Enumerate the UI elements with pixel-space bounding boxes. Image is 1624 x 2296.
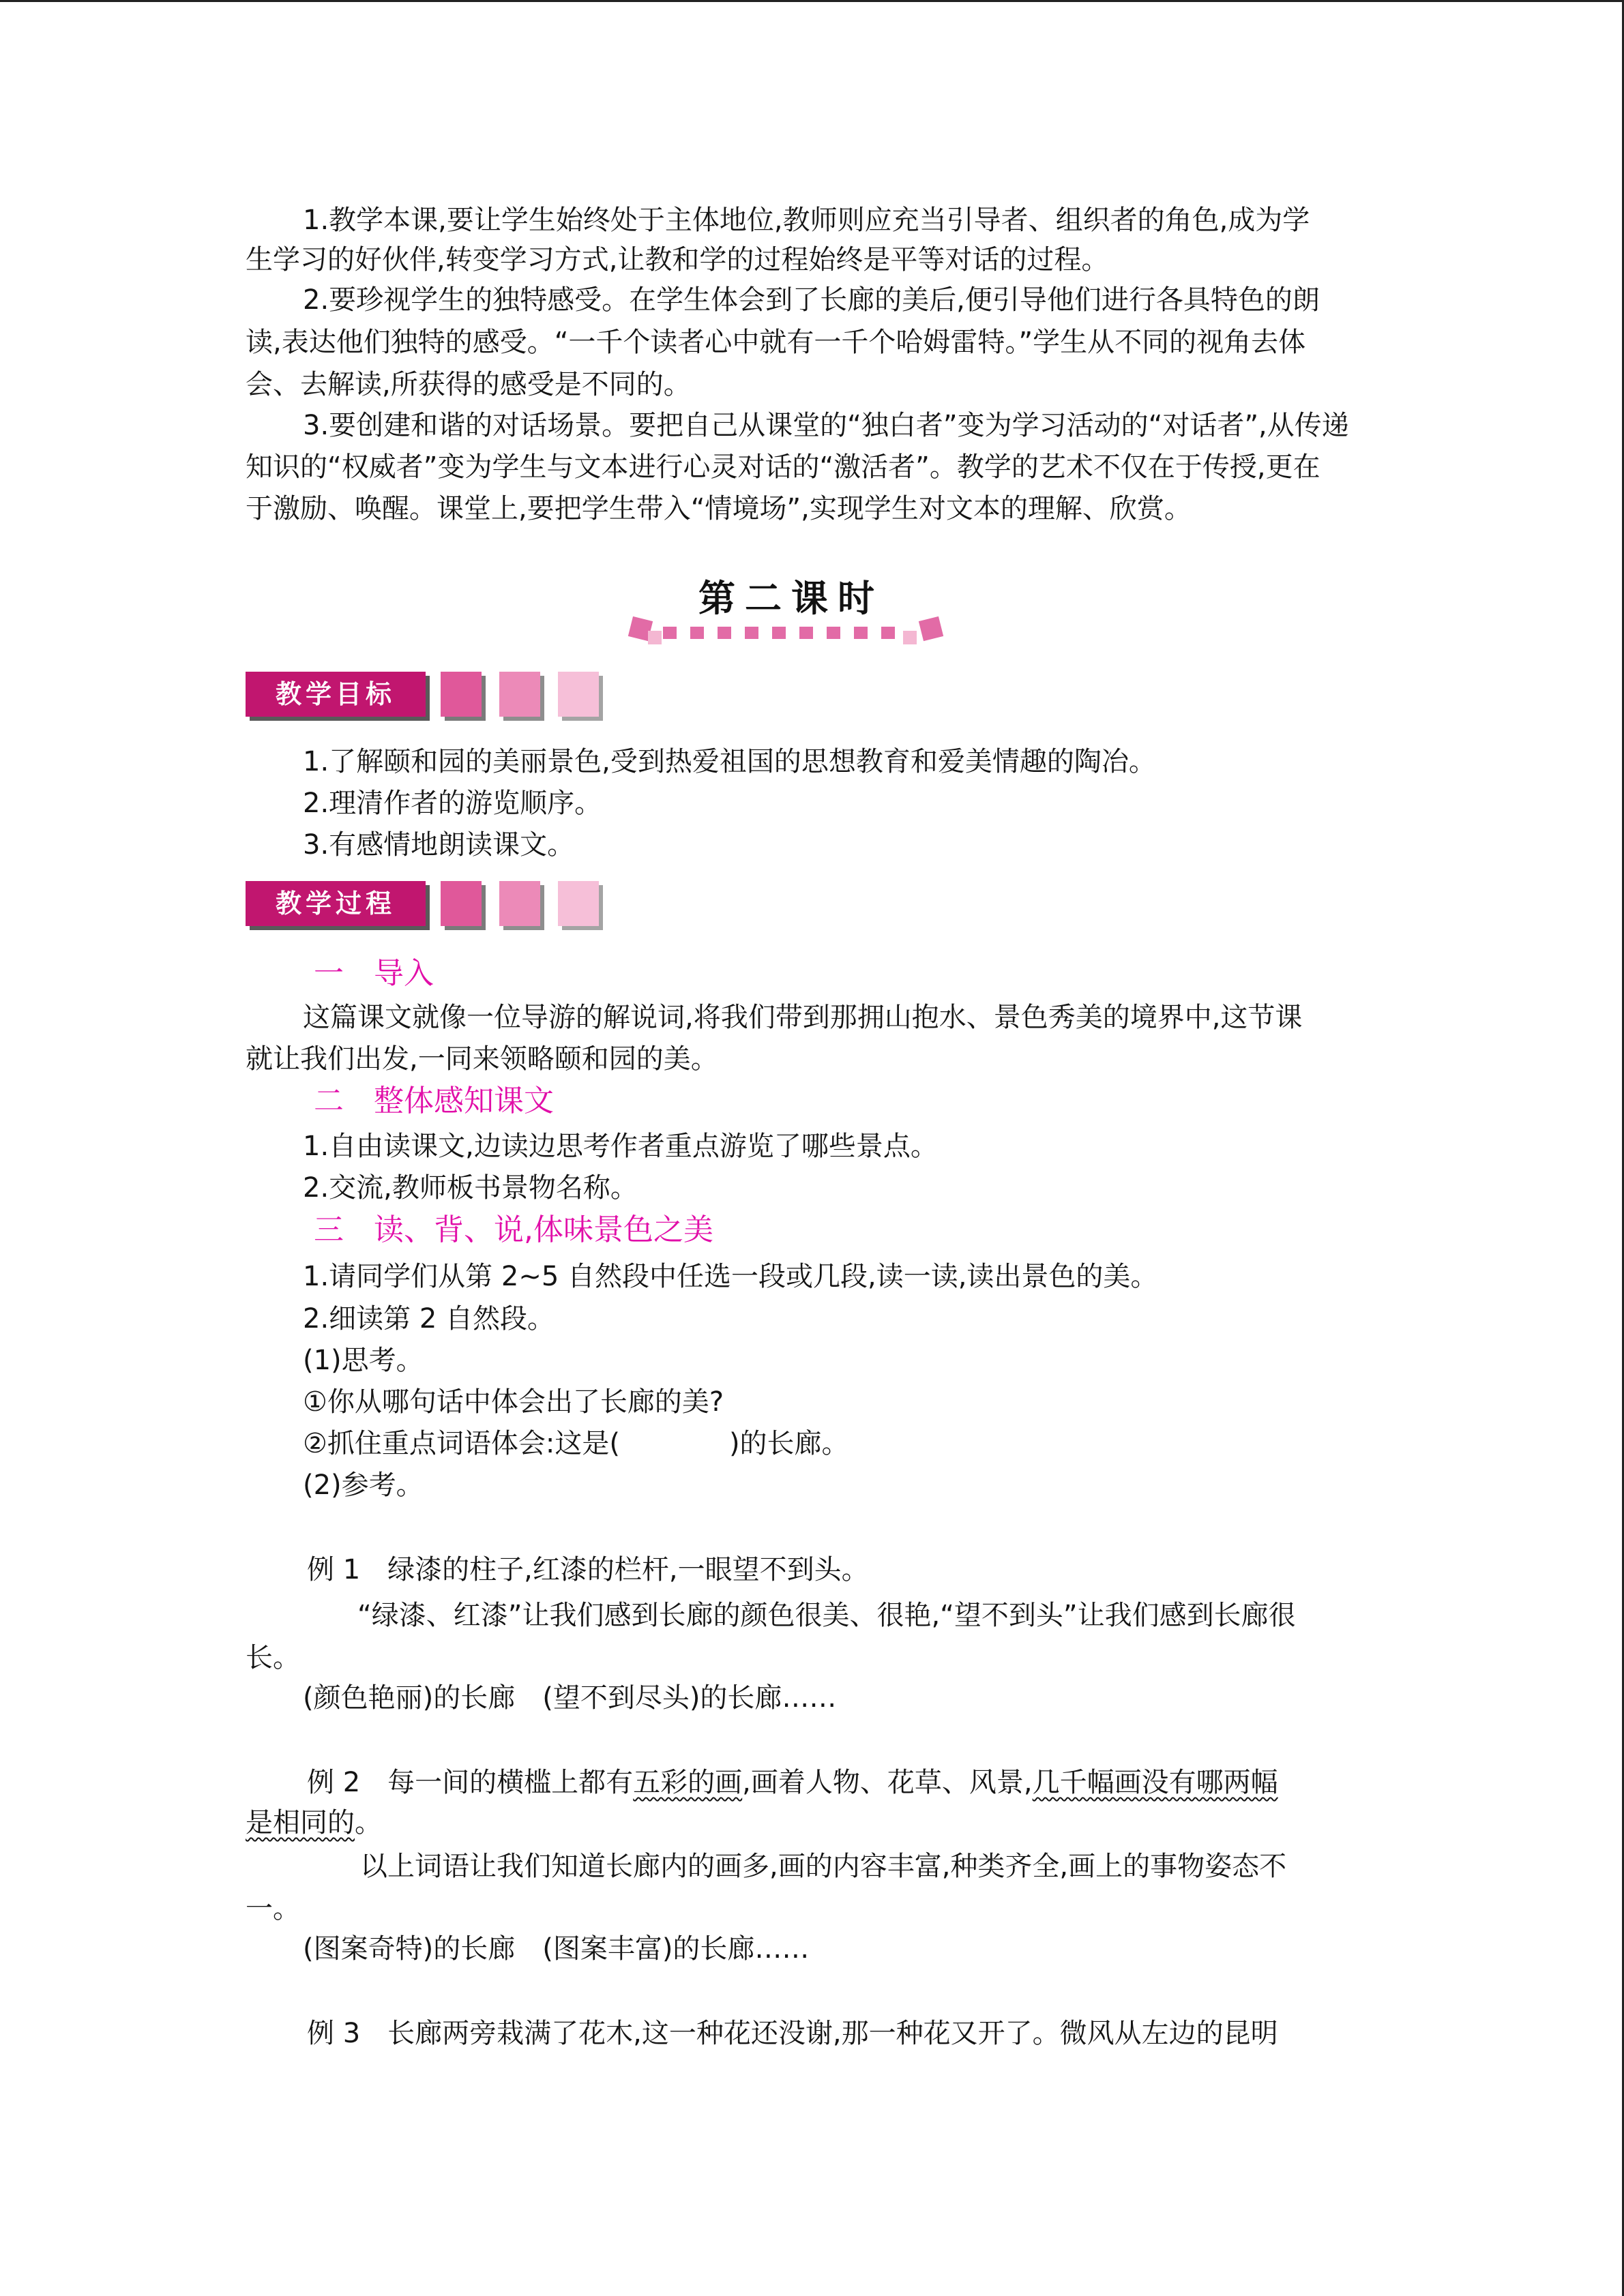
goals-header-label: 教学目标 [246, 672, 426, 717]
example-2-text: 。 [355, 1807, 382, 1838]
goals-header [246, 672, 600, 721]
example-1-phrases: (颜色艳丽)的长廊 (望不到尽头)的长廊…… [303, 1682, 837, 1714]
underlined-phrase: 是相同的 [246, 1807, 355, 1838]
intro-p2-line3: 会、去解读,所获得的感受是不同的。 [246, 369, 691, 400]
s2-item: 1.自由读课文,边读边思考作者重点游览了哪些景点。 [303, 1131, 938, 1162]
example-1-explanation-line2: 长。 [246, 1642, 300, 1673]
s3-item: ②抓住重点词语体会:这是( )的长廊。 [303, 1428, 849, 1459]
s2-item: 2.交流,教师板书景物名称。 [303, 1172, 638, 1204]
underlined-phrase: 几千幅画没有哪两幅 [1032, 1767, 1278, 1798]
header-block [441, 672, 482, 717]
top-border [0, 0, 1624, 2]
s3-item: ①你从哪句话中体会出了长廊的美? [303, 1386, 724, 1418]
example-2-explanation-line2: 一。 [246, 1893, 300, 1924]
example-2-phrases: (图案奇特)的长廊 (图案丰富)的长廊…… [303, 1933, 810, 1965]
s1-line2: 就让我们出发,一同来领略颐和园的美。 [246, 1043, 718, 1075]
example-2-text: ,画着人物、花草、风景, [742, 1767, 1033, 1798]
section-heading-3: 三 读、背、说,体味景色之美 [314, 1212, 713, 1247]
s3-item: (1)思考。 [303, 1345, 424, 1376]
example-2-sentence-line1 [246, 1761, 1439, 1804]
process-header [246, 881, 600, 930]
section-title: 第二课时 [698, 577, 884, 620]
title-decoration [628, 610, 948, 651]
example-1-sentence: 例 1 绿漆的柱子,红漆的栏杆,一眼望不到头。 [307, 1554, 869, 1585]
intro-p1-line1: 1.教学本课,要让学生始终处于主体地位,教师则应充当引导者、组织者的角色,成为学 [303, 205, 1310, 236]
underlined-phrase: 五彩的画 [633, 1767, 743, 1798]
intro-p2-line2: 读,表达他们独特的感受。“一千个读者心中就有一千个哈姆雷特。”学生从不同的视角去体 [246, 327, 1306, 358]
goal-item: 3.有感情地朗读课文。 [303, 829, 575, 861]
s1-line1: 这篇课文就像一位导游的解说词,将我们带到那拥山抱水、景色秀美的境界中,这节课 [303, 1002, 1303, 1033]
goal-item: 2.理清作者的游览顺序。 [303, 788, 602, 819]
intro-p2-line1: 2.要珍视学生的独特感受。在学生体会到了长廊的美后,便引导他们进行各具特色的朗 [303, 284, 1320, 316]
intro-p3-line2: 知识的“权威者”变为学生与文本进行心灵对话的“激活者”。教学的艺术不仅在于传授,更在 [246, 451, 1320, 483]
intro-p1-line2: 生学习的好伙伴,转变学习方式,让教和学的过程始终是平等对话的过程。 [246, 244, 1109, 275]
s3-item: 2.细读第 2 自然段。 [303, 1303, 555, 1335]
section-heading-1: 一 导入 [314, 956, 434, 991]
header-block [558, 672, 599, 717]
header-block [499, 881, 540, 926]
header-block [441, 881, 482, 926]
s3-item: 1.请同学们从第 2~5 自然段中任选一段或几段,读一读,读出景色的美。 [303, 1261, 1158, 1292]
header-block [499, 672, 540, 717]
example-2-text: 例 2 每一间的横槛上都有 [307, 1767, 634, 1798]
s3-item: (2)参考。 [303, 1470, 424, 1501]
intro-p3-line1: 3.要创建和谐的对话场景。要把自己从课堂的“独白者”变为学习活动的“对话者”,从传递 [303, 410, 1349, 441]
intro-p3-line3: 于激励、唤醒。课堂上,要把学生带入“情境场”,实现学生对文本的理解、欣赏。 [246, 493, 1192, 524]
goal-item: 1.了解颐和园的美丽景色,受到热爱祖国的思想教育和爱美情趣的陶冶。 [303, 746, 1156, 777]
example-2-explanation-line1: 以上词语让我们知道长廊内的画多,画的内容丰富,种类齐全,画上的事物姿态不 [360, 1851, 1287, 1882]
example-2-sentence-line2 [246, 1801, 1378, 1845]
header-block [558, 881, 599, 926]
example-3-sentence: 例 3 长廊两旁栽满了花木,这一种花还没谢,那一种花又开了。微风从左边的昆明 [307, 2018, 1278, 2049]
process-header-label: 教学过程 [246, 881, 426, 926]
section-heading-2: 二 整体感知课文 [314, 1084, 554, 1118]
example-1-explanation-line1: “绿漆、红漆”让我们感到长廊的颜色很美、很艳,“望不到头”让我们感到长廊很 [357, 1600, 1296, 1631]
